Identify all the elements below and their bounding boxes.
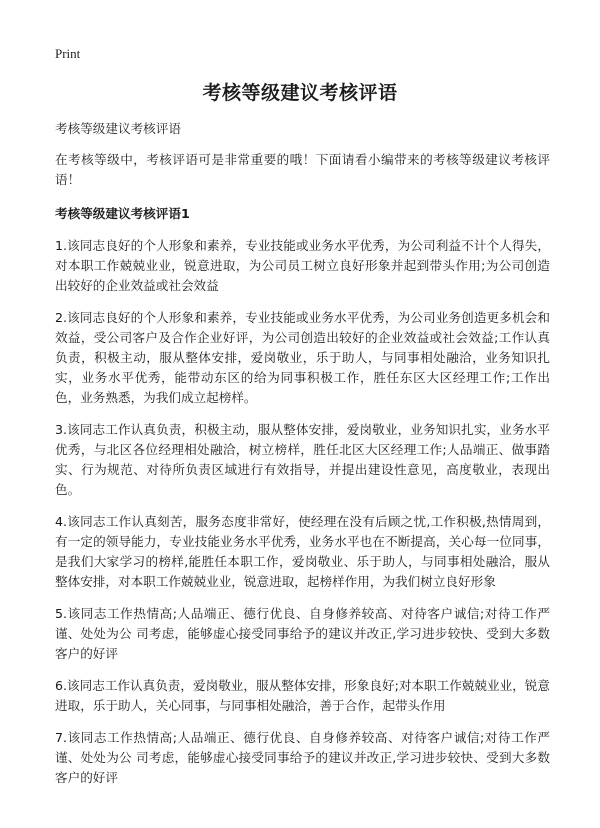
intro-paragraph: 在考核等级中，考核评语可是非常重要的哦！下面请看小编带来的考核等级建议考核评语！ bbox=[55, 152, 550, 187]
comment-paragraph-1: 1.该同志良好的个人形象和素养，专业技能或业务水平优秀，为公司利益不计个人得失，对本职工作兢兢业业，锐意进取，为公司员工树立良好形象并起到带头作用;为公司创造出较好的企业效益或社会效益 bbox=[55, 238, 550, 293]
print-link[interactable]: Print bbox=[55, 46, 81, 61]
comment-paragraph-3: 3.该同志工作认真负责，积极主动，服从整体安排，爱岗敬业，业务知识扎实，业务水平优秀，与北区各位经理相处融洽，树立榜样，胜任北区大区经理工作;人品端正、做事踏实、行为规范、对待所负责区域进行有效指导，并提出建设性意见，高度敬业，表现出色。 bbox=[55, 422, 550, 497]
comment-paragraph-5: 5.该同志工作热情高;人品端正、德行优良、自身修养较高、对待客户诚信;对待工作严谨、处处为公 司考虑，能够虚心接受同事给予的建议并改正,学习进步较快、受到大多数客户的好评 bbox=[55, 606, 550, 661]
section-heading: 考核等级建议考核评语1 bbox=[55, 206, 190, 221]
document-subtitle: 考核等级建议考核评语 bbox=[55, 121, 181, 136]
comment-paragraph-6: 6.该同志工作认真负责，爱岗敬业，服从整体安排，形象良好;对本职工作兢兢业业，锐意进取，乐于助人，关心同事，与同事相处融洽，善于合作，起带头作用 bbox=[55, 678, 550, 713]
comment-paragraph-2: 2.该同志良好的个人形象和素养，专业技能或业务水平优秀，为公司业务创造更多机会和效益，受公司客户及合作企业好评，为公司创造出较好的企业效益或社会效益;工作认真负责，积极主动，服从整体安排，爱岗敬业，乐于助人，与同事相处融洽，业务知识扎实，业务水平优秀，能带动东区的给为同事积极工作，胜任东区大区经理工作;工作出色，业务熟悉，为我们成立起榜样。 bbox=[55, 310, 550, 405]
comment-paragraph-7: 7.该同志工作热情高;人品端正、德行优良、自身修养较高、对待客户诚信;对待工作严谨、处处为公 司考虑，能够虚心接受同事给予的建议并改正,学习进步较快、受到大多数客户的好评 bbox=[55, 730, 550, 785]
document-body bbox=[55, 119, 550, 800]
document-title: 考核等级建议考核评语 bbox=[202, 82, 398, 104]
comment-paragraph-4: 4.该同志工作认真刻苦，服务态度非常好，使经理在没有后顾之忧,工作积极,热情周到，有一定的领导能力，专业技能业务水平优秀，业务水平也在不断提高，关心每一位同事，是我们大家学习的榜样,能胜任本职工作，爱岗敬业、乐于助人，与同事相处融洽，服从整体安排，对本职工作兢兢业业，锐意进取，起榜样作用，为我们树立良好形象 bbox=[55, 514, 550, 589]
